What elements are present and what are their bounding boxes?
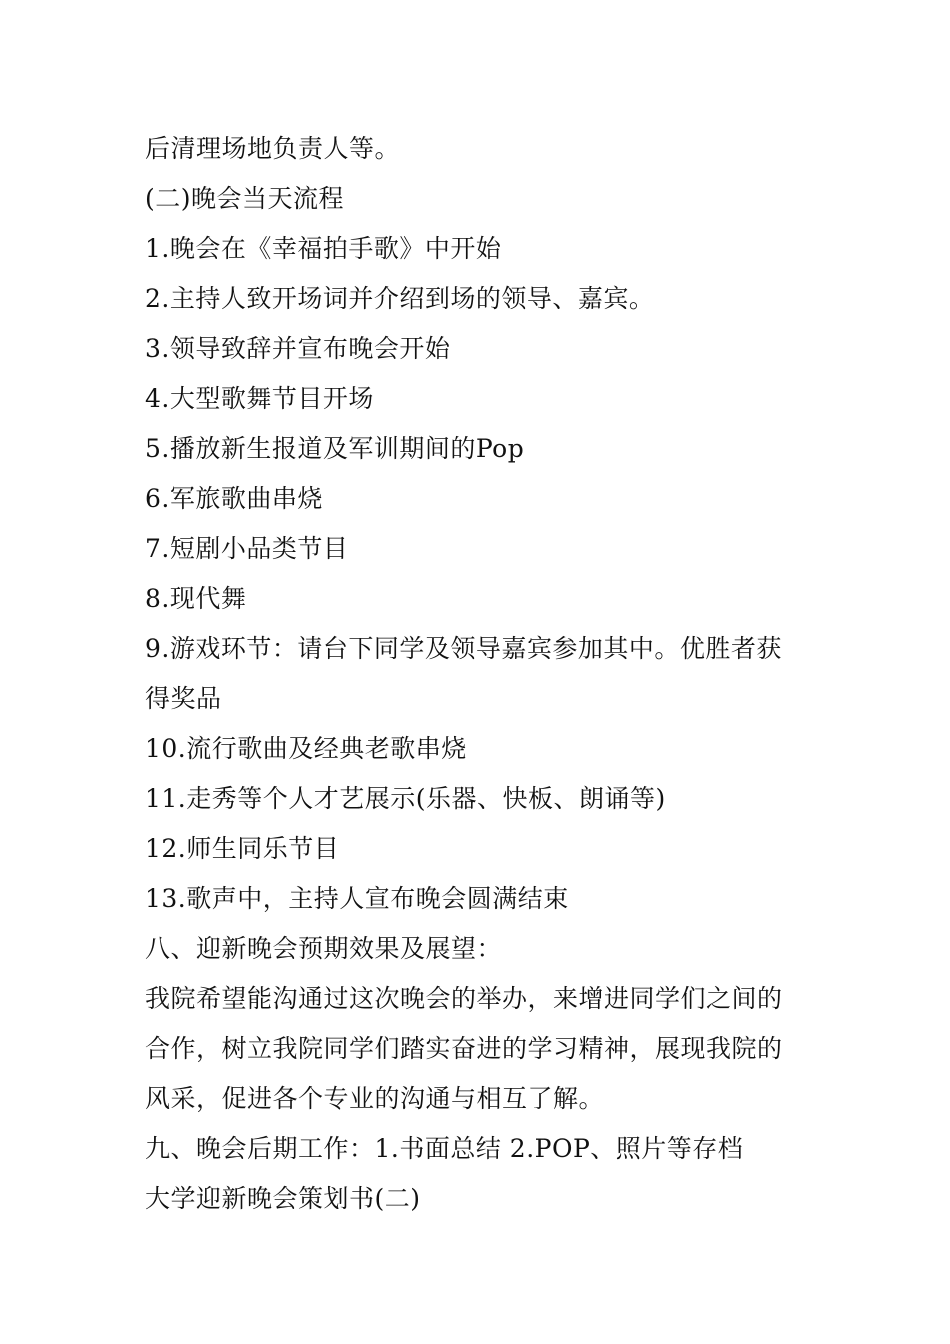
list-item: 4.大型歌舞节目开场: [145, 384, 374, 413]
list-item: 13.歌声中，主持人宣布晚会圆满结束: [145, 884, 569, 913]
paragraph-line: 合作，树立我院同学们踏实奋进的学习精神，展现我院的: [145, 1034, 783, 1063]
list-item: 3.领导致辞并宣布晚会开始: [145, 334, 451, 363]
list-item: 2.主持人致开场词并介绍到场的领导、嘉宾。: [145, 284, 655, 313]
section-heading: (二)晚会当天流程: [145, 184, 345, 213]
document-title: 大学迎新晚会策划书(二): [145, 1184, 421, 1213]
list-item: 10.流行歌曲及经典老歌串烧: [145, 734, 467, 763]
list-item: 5.播放新生报道及军训期间的Pop: [145, 434, 525, 463]
list-item: 7.短剧小品类节目: [145, 534, 349, 563]
list-item: 8.现代舞: [145, 584, 247, 613]
paragraph-line: 我院希望能沟通过这次晚会的举办，来增进同学们之间的: [145, 984, 783, 1013]
list-item: 9.游戏环节：请台下同学及领导嘉宾参加其中。优胜者获: [145, 634, 782, 663]
paragraph-line: 风采，促进各个专业的沟通与相互了解。: [145, 1084, 605, 1113]
section-heading: 八、迎新晚会预期效果及展望：: [145, 934, 503, 963]
list-item: 1.晚会在《幸福拍手歌》中开始: [145, 234, 502, 263]
section-heading: 九、晚会后期工作：1.书面总结 2.POP、照片等存档: [145, 1134, 744, 1163]
list-item: 12.师生同乐节目: [145, 834, 340, 863]
text-line: 后清理场地负责人等。: [145, 134, 401, 163]
list-item-continuation: 得奖品: [145, 684, 222, 713]
list-item: 11.走秀等个人才艺展示(乐器、快板、朗诵等): [145, 784, 666, 813]
document-body: [145, 124, 825, 1224]
list-item: 6.军旅歌曲串烧: [145, 484, 323, 513]
